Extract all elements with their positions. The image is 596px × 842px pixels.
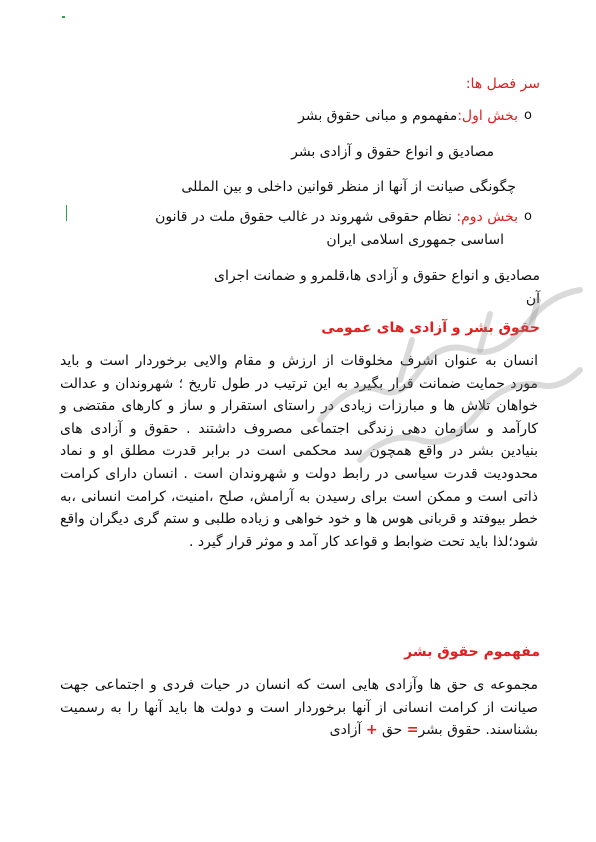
outline-part1-item2: چگونگی صیانت از آنها از منظر قوانین داخلی و بین المللی [181, 179, 516, 195]
corner-mark [62, 16, 65, 18]
section2-body [60, 674, 538, 742]
outline-heading: سر فصل ها: [465, 76, 540, 92]
part1-label: بخش اول: [457, 108, 518, 124]
outline-part1 [298, 106, 518, 126]
section2-title: مفهموم حقوق بشر [404, 644, 540, 660]
bullet-icon: o [524, 209, 532, 224]
watermark [300, 270, 596, 470]
part2-label: بخش دوم: [456, 209, 518, 225]
bullet-icon: o [524, 108, 532, 123]
term-right: حق [377, 722, 407, 739]
plus-sign: + [365, 722, 378, 739]
outline-part1-item1: مصادیق و انواع حقوق و آزادی بشر [291, 144, 494, 160]
margin-mark [66, 205, 67, 221]
section1-body: انسان به عنوان اشرف مخلوقات از ارزش و مقام والایی برخوردار است و باید مورد حمایت ضمانت قرار بگیرد به این ترتیب در طول تاریخ ؛ شهروندان و عدالت خواهان تلاش ها و مبارزات زیادی در راستای استقرار و ساز و کارهای مقتضی و کارآمد و سازمان دهی زندگی اجتماعی مصروف داشتند . حقوق و آزادی های بنیادین بشر در واقع همچون سد محکمی است در برابر قدرت مطلق او و نماد محدودیت قدرت سیاسی در رابط دولت و شهروندان است . انسان دارای کرامت ذاتی است و ممکن است برای رسیدن به آرامش، صلح ،امنیت، کرامت انسانی ،به خطر بیوفتد و قربانی هوس ها و خود خواهی و زیاده طلبی و ستم گری دیگران واقع شود؛لذا باید تحت ضوابط و قواعد کار آمد و موثر قرار گیرد . [60, 353, 538, 550]
outline-part2-item1: مصادیق و انواع حقوق و آزادی ها،قلمرو و ضمانت اجرای [214, 268, 540, 284]
equals-sign: = [406, 722, 419, 739]
part1-text: مفهموم و مبانی حقوق بشر [298, 108, 458, 124]
section2-text: مجموعه ی حق ها وآزادی هایی است که انسان در حیات فردی و اجتماعی جهت صیانت از کرامت انسانی از آنها برخوردار است و دولت ها باید آنها را به رسمیت بشناسند. حقوق بشر [60, 677, 538, 739]
term-freedom: آزادی [329, 722, 366, 739]
outline-part2 [155, 207, 518, 227]
outline-part2-item1-b: آن [525, 291, 540, 307]
section1-title: حقوق بشر و آزادی های عمومی [321, 320, 540, 336]
part2-text: نظام حقوقی شهروند در غالب حقوق ملت در قانون [155, 209, 457, 225]
outline-part2-text2: اساسی جمهوری اسلامی ایران [326, 232, 504, 248]
